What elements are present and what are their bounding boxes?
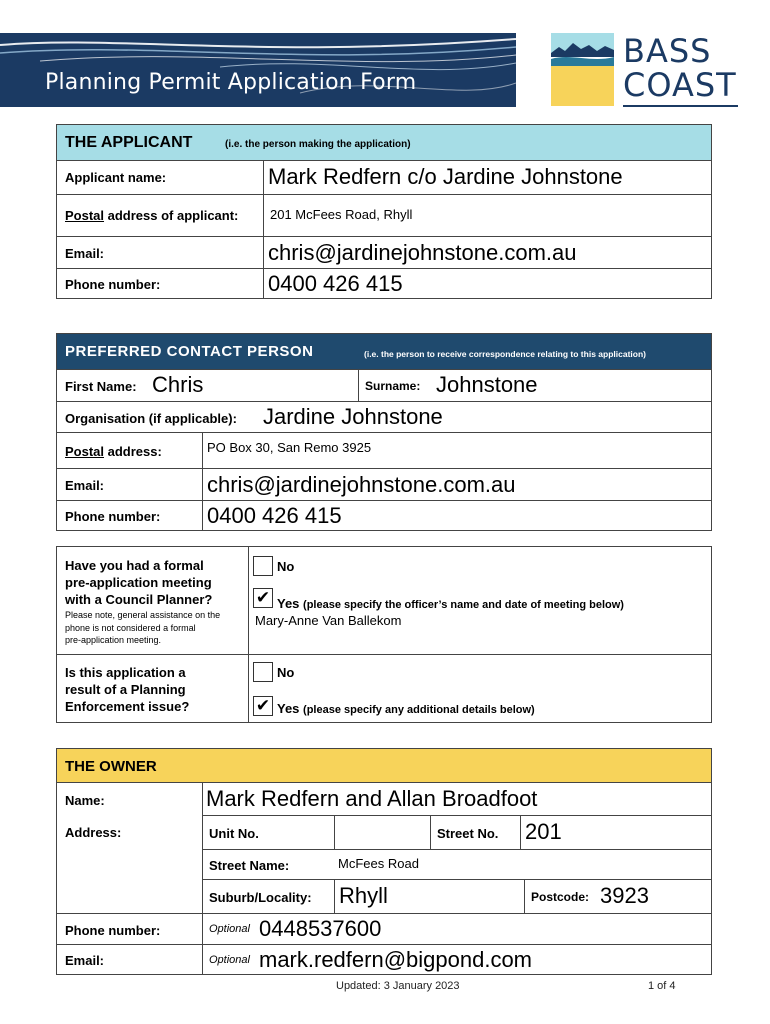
q1-note3: pre-application meeting. xyxy=(65,635,162,645)
q1-answer-value[interactable]: Mary-Anne Van Ballekom xyxy=(255,613,402,628)
contact-header xyxy=(57,334,711,370)
applicant-postal-label: Postal address of applicant: xyxy=(65,208,239,223)
q1-no-label: No xyxy=(277,559,295,574)
contact-email-field[interactable] xyxy=(202,469,711,500)
owner-name-value: Mark Redfern and Allan Broadfoot xyxy=(206,786,538,811)
q1-note1: Please note, general assistance on the xyxy=(65,610,221,620)
postcode-label: Postcode: xyxy=(531,890,590,904)
q1-yes-label: Yes (please specify the officer’s name and date of meeting below) xyxy=(277,596,624,611)
owner-email-label: Email: xyxy=(65,953,105,968)
applicant-header xyxy=(57,125,711,161)
first-name-label: First Name: xyxy=(65,379,137,394)
q2-label-cell xyxy=(57,654,248,723)
owner-section xyxy=(56,748,712,975)
contact-phone-label: Phone number: xyxy=(65,509,161,524)
owner-header xyxy=(57,749,711,783)
applicant-email-row xyxy=(57,236,711,268)
applicant-postal-field[interactable] xyxy=(263,195,711,236)
unit-label: Unit No. xyxy=(209,826,259,841)
applicant-name-value: Mark Redfern c/o Jardine Johnstone xyxy=(268,164,623,189)
street-name-label: Street Name: xyxy=(209,858,290,873)
q1-note2: phone is not considered a formal xyxy=(65,623,196,633)
contact-email-row xyxy=(57,468,711,500)
street-no-cell xyxy=(430,816,520,849)
contact-heading-note: (i.e. the person to receive correspondence relating to this application) xyxy=(364,349,646,359)
applicant-name-label: Applicant name: xyxy=(65,170,167,185)
contact-phone-row xyxy=(57,500,711,531)
contact-email-value: chris@jardinejohnstone.com.au xyxy=(207,472,516,497)
applicant-name-field[interactable] xyxy=(263,161,711,194)
owner-email-value: mark.redfern@bigpond.com xyxy=(259,947,533,972)
contact-postal-field[interactable] xyxy=(202,433,711,468)
bass-coast-logo xyxy=(551,33,741,109)
q2-line2: result of a Planning xyxy=(65,682,186,697)
postcode-value: 3923 xyxy=(600,883,649,908)
org-value[interactable]: Jardine Johnstone xyxy=(263,404,443,429)
owner-phone-row xyxy=(57,913,711,944)
q1-no-checkbox[interactable] xyxy=(253,556,273,576)
postcode-field[interactable] xyxy=(524,880,711,913)
contact-postal-label: Postal address: xyxy=(65,444,162,459)
surname-field[interactable] xyxy=(358,370,711,401)
applicant-heading-note: (i.e. the person making the application) xyxy=(225,139,411,150)
q2-yes-checkbox[interactable]: ✔ xyxy=(253,696,273,716)
applicant-postal-value: 201 McFees Road, Rhyll xyxy=(270,207,413,222)
q2-line1: Is this application a xyxy=(65,665,186,680)
suburb-value: Rhyll xyxy=(339,883,388,908)
contact-phone-value: 0400 426 415 xyxy=(207,503,342,528)
page-title: Planning Permit Application Form xyxy=(45,70,417,95)
applicant-phone-row xyxy=(57,268,711,299)
owner-address-row3 xyxy=(202,879,711,913)
street-name-field[interactable] xyxy=(334,850,711,879)
owner-name-label: Name: xyxy=(65,793,105,808)
org-label: Organisation (if applicable): xyxy=(65,411,237,426)
applicant-name-row xyxy=(57,161,711,194)
q1-line2: pre-application meeting xyxy=(65,575,212,590)
street-no-value: 201 xyxy=(525,819,562,844)
applicant-section xyxy=(56,124,712,299)
footer-page-number: 1 of 4 xyxy=(648,980,676,992)
suburb-field[interactable] xyxy=(334,880,524,913)
applicant-phone-value: 0400 426 415 xyxy=(268,271,403,296)
owner-address-label: Address: xyxy=(65,825,122,840)
owner-email-optional: Optional xyxy=(209,954,250,966)
owner-name-row xyxy=(57,783,711,815)
surname-value: Johnstone xyxy=(436,372,538,397)
street-no-field[interactable] xyxy=(520,816,711,849)
owner-phone-field[interactable] xyxy=(202,914,711,944)
logo-mark-icon xyxy=(551,33,614,106)
owner-email-field[interactable] xyxy=(202,945,711,975)
contact-postal-value: PO Box 30, San Remo 3925 xyxy=(207,440,372,455)
first-name-value[interactable]: Chris xyxy=(152,372,204,397)
street-name-value: McFees Road xyxy=(338,856,419,871)
contact-postal-row xyxy=(57,432,711,468)
q1-label-cell xyxy=(57,547,248,654)
street-no-label: Street No. xyxy=(437,826,499,841)
unit-field[interactable] xyxy=(334,816,430,849)
owner-phone-label: Phone number: xyxy=(65,923,161,938)
q1-answer-cell xyxy=(248,547,711,654)
q2-answer-cell xyxy=(248,654,711,723)
owner-email-row xyxy=(57,944,711,975)
owner-name-field[interactable] xyxy=(202,783,711,815)
q2-no-checkbox[interactable] xyxy=(253,662,273,682)
owner-address-row2 xyxy=(202,849,711,879)
q2-yes-label: Yes (please specify any additional details below) xyxy=(277,701,535,716)
contact-phone-field[interactable] xyxy=(202,501,711,531)
suburb-label: Suburb/Locality: xyxy=(209,890,312,905)
footer-updated: Updated: 3 January 2023 xyxy=(336,980,460,992)
applicant-email-value: chris@jardinejohnstone.com.au xyxy=(268,240,577,265)
owner-phone-value: 0448537600 xyxy=(259,916,382,941)
q2-no-label: No xyxy=(277,665,295,680)
applicant-phone-label: Phone number: xyxy=(65,277,161,292)
questions-section xyxy=(56,546,712,723)
q1-yes-checkbox[interactable]: ✔ xyxy=(253,588,273,608)
surname-label: Surname: xyxy=(365,379,421,393)
contact-heading: PREFERRED CONTACT PERSON xyxy=(65,343,314,360)
logo-text-coast: COAST xyxy=(623,66,737,104)
applicant-phone-field[interactable] xyxy=(263,269,711,299)
applicant-email-label: Email: xyxy=(65,246,105,261)
owner-address-row1 xyxy=(202,815,711,849)
q1-line1: Have you had a formal xyxy=(65,558,204,573)
applicant-postal-row xyxy=(57,194,711,236)
contact-email-label: Email: xyxy=(65,478,105,493)
q2-line3: Enforcement issue? xyxy=(65,699,190,714)
contact-name-row xyxy=(57,370,711,401)
owner-heading: THE OWNER xyxy=(65,758,157,775)
logo-text-bass: BASS xyxy=(623,32,712,70)
logo-underline xyxy=(623,105,738,107)
owner-phone-optional: Optional xyxy=(209,923,250,935)
applicant-email-field[interactable] xyxy=(263,237,711,268)
applicant-heading: THE APPLICANT xyxy=(65,134,193,151)
contact-org-row xyxy=(57,401,711,432)
q1-line3: with a Council Planner? xyxy=(65,592,213,607)
contact-section xyxy=(56,333,712,531)
